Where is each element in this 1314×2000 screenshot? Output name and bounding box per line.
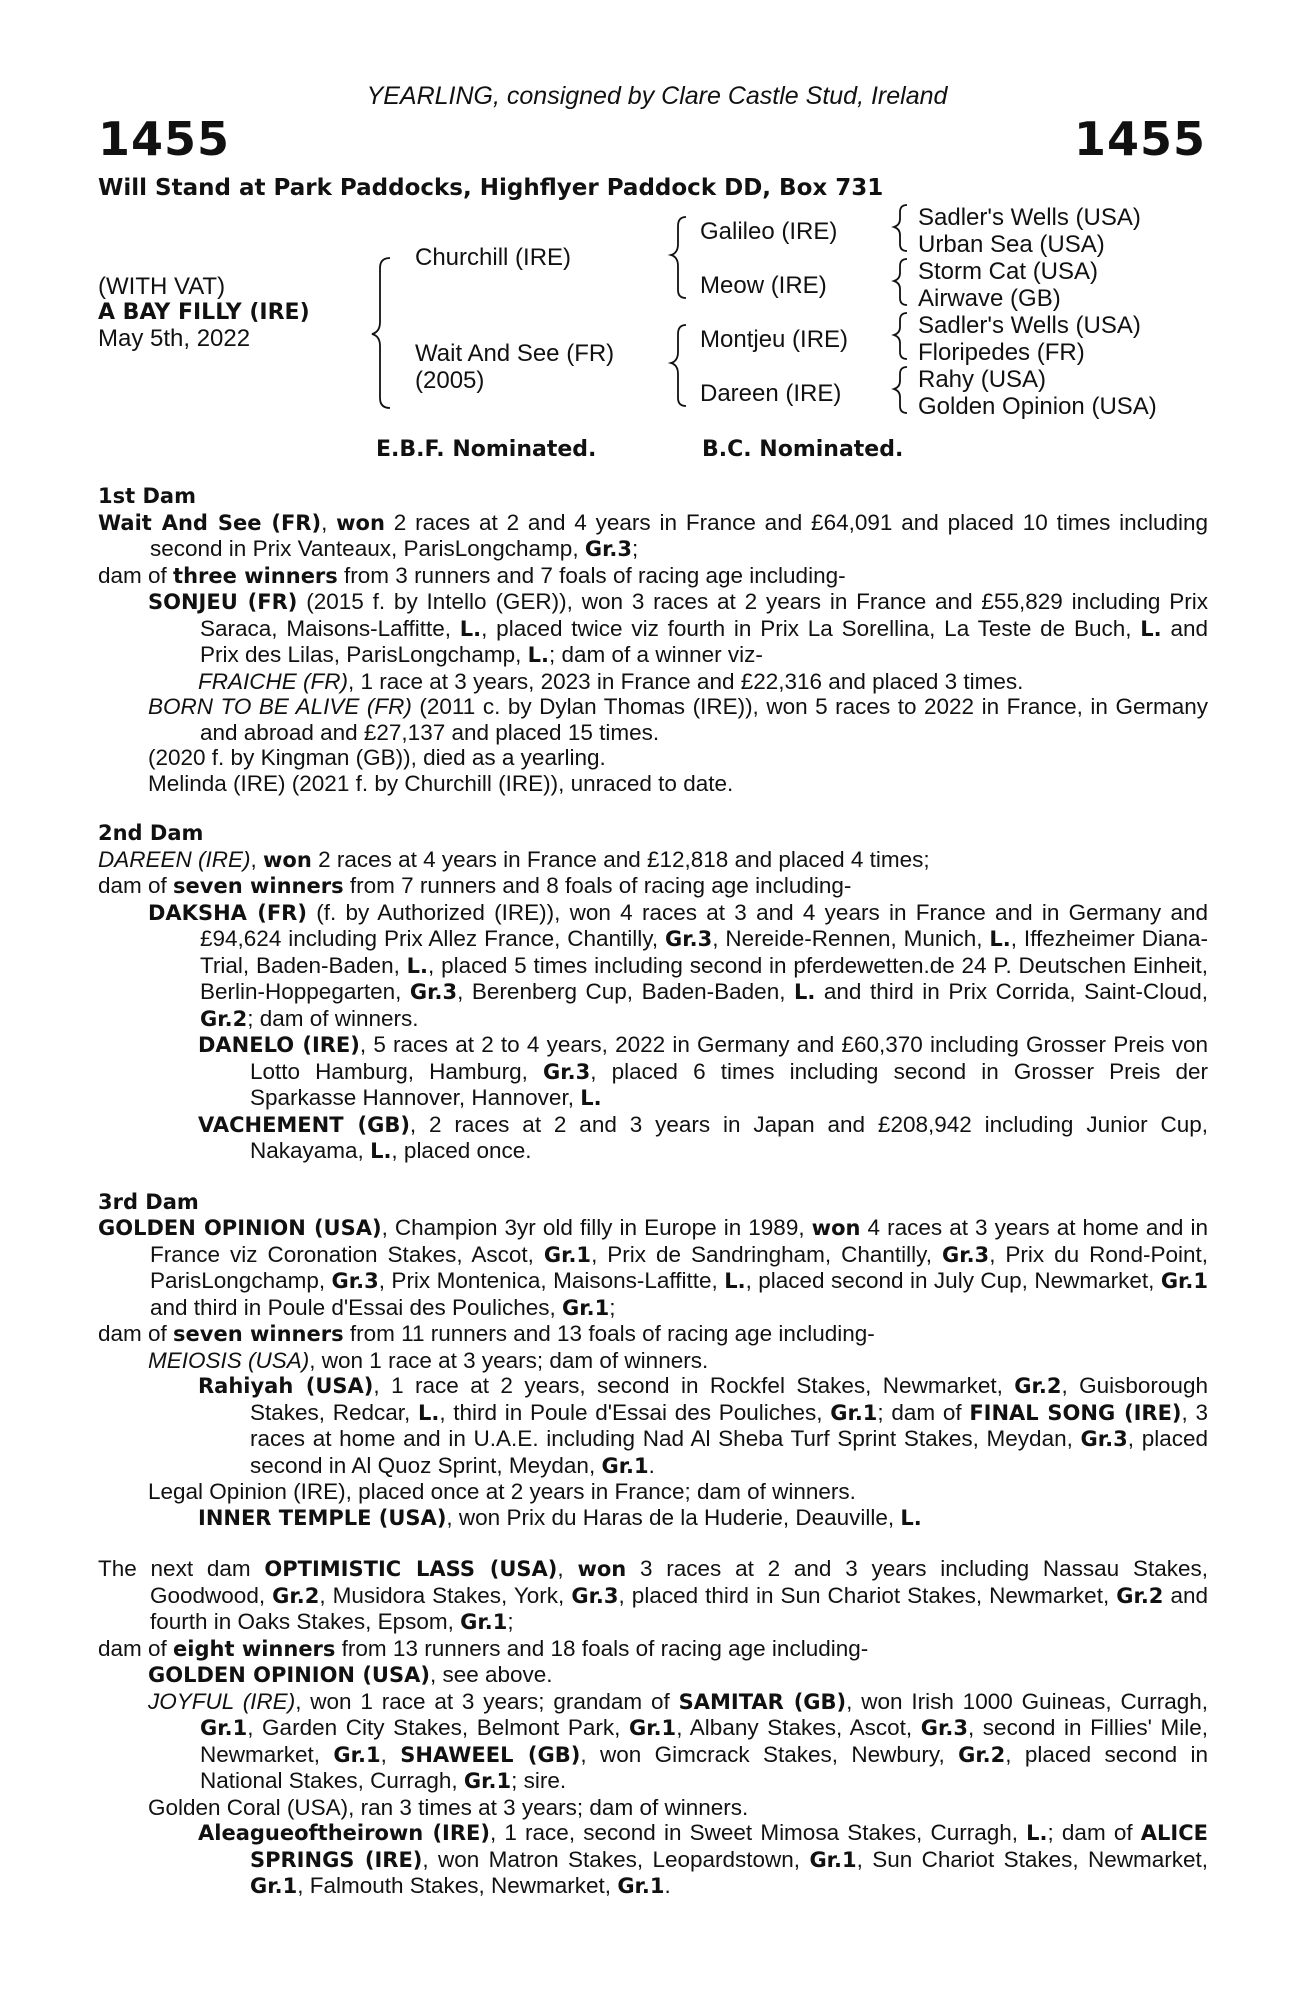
text-run: , <box>557 1556 578 1581</box>
text-run: dam of <box>98 1321 174 1346</box>
text-run: , Falmouth Stakes, Newmarket, <box>297 1873 618 1898</box>
bold-text: Gr.2 <box>272 1583 320 1608</box>
text-run: , won 1 race at 3 years; dam of winners. <box>309 1347 709 1373</box>
bold-text: Wait And See (FR) <box>98 510 322 535</box>
text-run: , Garden City Stakes, Belmont Park, <box>247 1715 629 1740</box>
bold-text: Gr.1 <box>543 1242 592 1267</box>
bold-text: INNER TEMPLE (USA) <box>198 1505 447 1530</box>
entry-paragraph <box>98 1348 1208 1374</box>
text-run: , Guisborough Stakes, Redcar, <box>250 1373 1208 1425</box>
bold-text: GOLDEN OPINION (USA) <box>98 1216 382 1240</box>
bold-text: Gr.1 <box>617 1874 665 1898</box>
ebf-nominated: E.B.F. Nominated. <box>376 437 597 462</box>
bold-text: Gr.2 <box>200 1006 248 1031</box>
bold-text: Gr.1 <box>809 1847 857 1872</box>
bold-text: Gr.3 <box>571 1583 619 1608</box>
entry-paragraph <box>98 1662 1208 1689</box>
text-run: Melinda (IRE) (2021 f. by Churchill (IRE)), unraced to date. <box>148 770 734 796</box>
bold-text: eight winners <box>173 1636 336 1661</box>
bold-text: Rahiyah (USA) <box>198 1374 374 1398</box>
text-run: , Nereide-Rennen, Munich, <box>712 926 990 951</box>
bold-text: ALICE SPRINGS (IRE) <box>250 1821 1208 1872</box>
entry-paragraph <box>98 1556 1208 1636</box>
bc-nominated: B.C. Nominated. <box>702 437 904 462</box>
text-run: ; sire. <box>511 1768 567 1793</box>
text-run: dam of <box>98 562 174 588</box>
gen3-8: Golden Opinion (USA) <box>918 393 1157 420</box>
bold-text: DAKSHA (FR) <box>148 900 307 925</box>
text-run: Golden Coral (USA), ran 3 times at 3 years; dam of winners. <box>148 1794 749 1820</box>
entry-paragraph <box>98 1373 1208 1479</box>
text-run: . <box>664 1873 671 1898</box>
bold-text: Gr.1 <box>628 1716 677 1740</box>
text-run: and Prix des Lilas, ParisLongchamp, <box>200 615 1208 667</box>
bold-text: GOLDEN OPINION (USA) <box>148 1663 430 1687</box>
bold-text: L. <box>370 1139 392 1163</box>
text-run: (2020 f. by Kingman (GB)), died as a yearling. <box>148 745 606 770</box>
text-run: , Sun Chariot Stakes, Newmarket, <box>856 1846 1208 1872</box>
bold-text: L. <box>900 1505 922 1530</box>
text-run: , second in Fillies' Mile, Newmarket, <box>200 1715 1208 1767</box>
text-run: and third in Poule d'Essai des Pouliches, <box>150 1294 563 1320</box>
sire-sire: Galileo (IRE) <box>700 218 838 245</box>
text-run: 4 races at 3 years at home and in France viz Coronation Stakes, Ascot, <box>150 1215 1208 1267</box>
gen3-3: Storm Cat (USA) <box>918 258 1099 285</box>
bold-text: FINAL SONG (IRE) <box>969 1400 1182 1425</box>
bold-text: VACHEMENT (GB) <box>198 1112 410 1137</box>
bold-text: Gr.1 <box>200 1716 248 1740</box>
text-run: , 5 races at 2 to 4 years, 2022 in Germany and £60,370 including Grosser Preis von Lotto Hamburg, Hamburg, <box>250 1032 1208 1084</box>
entry-paragraph <box>98 1689 1208 1795</box>
text-run: , Berenberg Cup, Baden-Baden, <box>457 979 794 1004</box>
text-run: , 3 races at home and in U.A.E. including Nad Al Sheba Turf Sprint Stakes, Meydan, <box>250 1399 1208 1451</box>
text-run: , Iffezheimer Diana-Trial, Baden-Baden, <box>200 926 1208 978</box>
dam-dam: Dareen (IRE) <box>700 380 842 407</box>
text-run: and third in Prix Corrida, Saint-Cloud, <box>815 979 1208 1004</box>
text-run: , see above. <box>429 1662 553 1687</box>
text-run: , placed 6 times including second in Grosser Preis der Sparkasse Hannover, Hannover, <box>250 1058 1209 1110</box>
text-run: , 1 race at 2 years, second in Rockfel Stakes, Newmarket, <box>373 1373 1015 1398</box>
text-run: ; dam of <box>877 1399 970 1425</box>
text-run: , placed third in Sun Chariot Stakes, Newmarket, <box>618 1582 1117 1608</box>
italic-text: DAREEN (IRE) <box>98 846 251 872</box>
bold-text: Gr.1 <box>562 1295 610 1320</box>
text-run: and fourth in Oaks Stakes, Epsom, <box>150 1582 1209 1634</box>
bold-text: L. <box>724 1269 746 1293</box>
bold-text: Gr.3 <box>665 927 713 951</box>
bold-text: Gr.3 <box>331 1269 379 1293</box>
consignment-header: YEARLING, consigned by Clare Castle Stud, Ireland <box>366 82 948 110</box>
bold-text: Gr.1 <box>1160 1269 1209 1293</box>
bold-text: won <box>577 1557 627 1581</box>
bold-text: OPTIMISTIC LASS (USA) <box>264 1557 558 1581</box>
bold-text: Gr.1 <box>463 1769 512 1793</box>
text-run: dam of <box>98 1635 174 1661</box>
bold-text: Gr.3 <box>941 1242 990 1267</box>
entry-paragraph <box>98 1321 1208 1348</box>
dam: Wait And See (FR) <box>415 340 615 367</box>
bold-text: L. <box>527 643 550 667</box>
sire-dam: Meow (IRE) <box>700 272 827 299</box>
text-run: , Prix du Rond-Point, ParisLongchamp, <box>150 1241 1208 1293</box>
text-run: , placed 5 times including second in pferdewetten.de 24 P. Deutschen Einheit, Berlin-Hoppegarten, <box>200 952 1208 1004</box>
text-run: from 13 runners and 18 foals of racing age including- <box>335 1635 869 1661</box>
gen3-7: Rahy (USA) <box>918 366 1047 393</box>
dam-sire: Montjeu (IRE) <box>700 326 849 353</box>
text-run: , <box>250 846 264 872</box>
text-run: Legal Opinion (IRE), placed once at 2 years in France; dam of winners. <box>148 1479 856 1504</box>
bold-text: Gr.3 <box>409 980 458 1004</box>
entry-paragraph <box>98 771 1208 797</box>
text-run: (f. by Authorized (IRE)), won 4 races at 3 and 4 years in France and in Germany and £94,624 including Prix Allez France, Chantilly, <box>200 899 1208 951</box>
text-run: , <box>380 1741 401 1767</box>
text-run: ; <box>632 536 639 561</box>
text-run: , placed second in July Cup, Newmarket, <box>745 1268 1161 1293</box>
section-heading: 1st Dam <box>98 484 196 508</box>
text-run: The next dam <box>98 1556 265 1581</box>
section-heading: 3rd Dam <box>98 1189 199 1214</box>
section-gap <box>98 1165 1208 1190</box>
bold-text: L. <box>459 616 482 641</box>
bold-text: Gr.3 <box>543 1059 591 1084</box>
bold-text: L. <box>794 980 816 1004</box>
entry-paragraph <box>98 1479 1208 1505</box>
bold-text: won <box>336 510 385 535</box>
text-run: , Champion 3yr old filly in Europe in 1989, <box>381 1215 812 1240</box>
bold-text: Gr.1 <box>830 1400 878 1425</box>
stand-location: Will Stand at Park Paddocks, Highflyer Paddock DD, Box 731 <box>98 175 884 201</box>
entry-paragraph <box>98 694 1208 745</box>
sire: Churchill (IRE) <box>415 244 572 271</box>
bold-text: Gr.3 <box>1080 1427 1128 1451</box>
entry-paragraph <box>98 669 1208 695</box>
text-run: 3 races at 2 and 3 years including Nassau Stakes, Goodwood, <box>150 1556 1208 1608</box>
section-gap <box>98 796 1208 821</box>
bold-text: SAMITAR (GB) <box>678 1689 847 1714</box>
text-run: , 1 race at 3 years, 2023 in France and £22,316 and placed 3 times. <box>348 668 1024 694</box>
horse-name: A BAY FILLY (IRE) <box>98 300 310 325</box>
bold-text: L. <box>406 953 429 978</box>
foaling-date: May 5th, 2022 <box>98 325 251 352</box>
text-run: , won Prix du Haras de la Huderie, Deauville, <box>446 1504 901 1530</box>
text-run: ; dam of <box>1047 1820 1141 1845</box>
pedigree-brackets <box>0 0 1314 440</box>
gen3-4: Airwave (GB) <box>918 285 1061 312</box>
text-run: ; <box>609 1294 616 1320</box>
entry-paragraph <box>98 510 1208 563</box>
text-run: , Albany Stakes, Ascot, <box>676 1715 921 1740</box>
bold-text: seven winners <box>173 1322 344 1346</box>
italic-text: JOYFUL (IRE) <box>148 1688 296 1714</box>
bold-text: SHAWEEL (GB) <box>400 1742 581 1767</box>
vat-note: (WITH VAT) <box>98 273 226 300</box>
bold-text: Gr.2 <box>1014 1374 1062 1398</box>
bold-text: SONJEU (FR) <box>148 590 298 614</box>
entry-paragraph <box>98 1112 1208 1165</box>
bold-text: Gr.3 <box>584 537 633 561</box>
bold-text: L. <box>1140 616 1162 641</box>
text-run: , placed twice viz fourth in Prix La Sorellina, La Teste de Buch, <box>481 615 1141 641</box>
entry-paragraph <box>98 589 1208 669</box>
lot-number-right: 1455 <box>1073 112 1206 166</box>
text-run: 2 races at 2 and 4 years in France and £64,091 and placed 10 times including second in Prix Vanteaux, ParisLongchamp, <box>150 509 1208 561</box>
gen3-1: Sadler's Wells (USA) <box>918 204 1141 231</box>
text-run: ; dam of a winner viz- <box>549 642 763 667</box>
text-run: , 2 races at 2 and 3 years in Japan and £208,942 including Junior Cup, Nakayama, <box>250 1111 1208 1163</box>
bold-text: won <box>811 1216 861 1240</box>
lot-number-left: 1455 <box>98 112 231 166</box>
section-heading: 2nd Dam <box>98 821 204 845</box>
text-run: 2 races at 4 years in France and £12,818 and placed 4 times; <box>311 846 930 872</box>
bold-text: Gr.1 <box>333 1742 381 1767</box>
bold-text: seven winners <box>173 874 344 898</box>
bold-text: DANELO (IRE) <box>198 1033 360 1057</box>
bold-text: Gr.3 <box>920 1716 968 1740</box>
text-run: , 1 race, second in Sweet Mimosa Stakes, Curragh, <box>489 1820 1027 1845</box>
text-run: ; <box>507 1609 514 1634</box>
bold-text: won <box>263 847 312 872</box>
text-run: , Prix Montenica, Maisons-Laffitte, <box>378 1268 725 1293</box>
bold-text: L. <box>1026 1821 1048 1845</box>
text-run: , third in Poule d'Essai des Pouliches, <box>439 1399 831 1425</box>
italic-text: FRAICHE (FR) <box>198 668 348 694</box>
text-run: ; dam of winners. <box>247 1005 419 1031</box>
text-run: , won Matron Stakes, Leopardstown, <box>422 1846 810 1872</box>
text-run: , won 1 race at 3 years; grandam of <box>295 1688 679 1714</box>
bold-text: L. <box>417 1400 440 1425</box>
text-run: (2011 c. by Dylan Thomas (IRE)), won 5 races to 2022 in France, in Germany and abroad and £27,137 and placed 15 times. <box>200 694 1208 745</box>
bold-text: Gr.2 <box>1116 1583 1164 1608</box>
entry-paragraph <box>98 563 1208 590</box>
bold-text: L. <box>580 1086 602 1110</box>
text-run: , <box>321 509 337 535</box>
italic-text: BORN TO BE ALIVE (FR) <box>148 694 412 719</box>
bold-text: Gr.1 <box>250 1874 298 1898</box>
text-run: , placed second in National Stakes, Curragh, <box>200 1741 1208 1793</box>
catalogue-body <box>98 484 1208 1900</box>
entry-paragraph <box>98 1795 1208 1821</box>
bold-text: Gr.2 <box>958 1742 1006 1767</box>
gen3-2: Urban Sea (USA) <box>918 231 1105 258</box>
bold-text: Aleagueoftheirown (IRE) <box>198 1821 490 1845</box>
entry-paragraph <box>98 873 1208 900</box>
gen3-6: Floripedes (FR) <box>918 339 1085 366</box>
entry-paragraph <box>98 1032 1208 1112</box>
entry-paragraph <box>98 1505 1208 1532</box>
text-run: . <box>648 1452 655 1478</box>
bold-text: Gr.1 <box>460 1610 508 1634</box>
bold-text: L. <box>989 927 1011 951</box>
text-run: , Prix de Sandringham, Chantilly, <box>591 1241 942 1267</box>
text-run: , placed second in Al Quoz Sprint, Meydan, <box>250 1426 1208 1478</box>
text-run: , won Gimcrack Stakes, Newbury, <box>580 1741 959 1767</box>
bold-text: three winners <box>173 563 338 588</box>
gen3-5: Sadler's Wells (USA) <box>918 312 1141 339</box>
section-gap <box>98 1531 1208 1556</box>
entry-paragraph <box>98 847 1208 874</box>
text-run: , Musidora Stakes, York, <box>319 1582 572 1608</box>
text-run: , won Irish 1000 Guineas, Curragh, <box>846 1688 1208 1714</box>
text-run: dam of <box>98 873 174 898</box>
entry-paragraph <box>98 1636 1208 1663</box>
entry-paragraph <box>98 1820 1208 1900</box>
text-run: from 3 runners and 7 foals of racing age including- <box>337 562 846 588</box>
italic-text: MEIOSIS (USA) <box>148 1347 310 1373</box>
text-run: from 7 runners and 8 foals of racing age including- <box>343 873 852 898</box>
entry-paragraph <box>98 745 1208 771</box>
entry-paragraph <box>98 900 1208 1033</box>
text-run: (2015 f. by Intello (GER)), won 3 races at 2 years in France and £55,829 including Prix Saraca, Maisons-Laffitte, <box>200 589 1208 641</box>
bold-text: Gr.1 <box>601 1453 649 1478</box>
entry-paragraph <box>98 1215 1208 1321</box>
text-run: , placed once. <box>391 1138 532 1163</box>
dam-year: (2005) <box>415 367 485 394</box>
text-run: from 11 runners and 13 foals of racing age including- <box>343 1321 875 1346</box>
